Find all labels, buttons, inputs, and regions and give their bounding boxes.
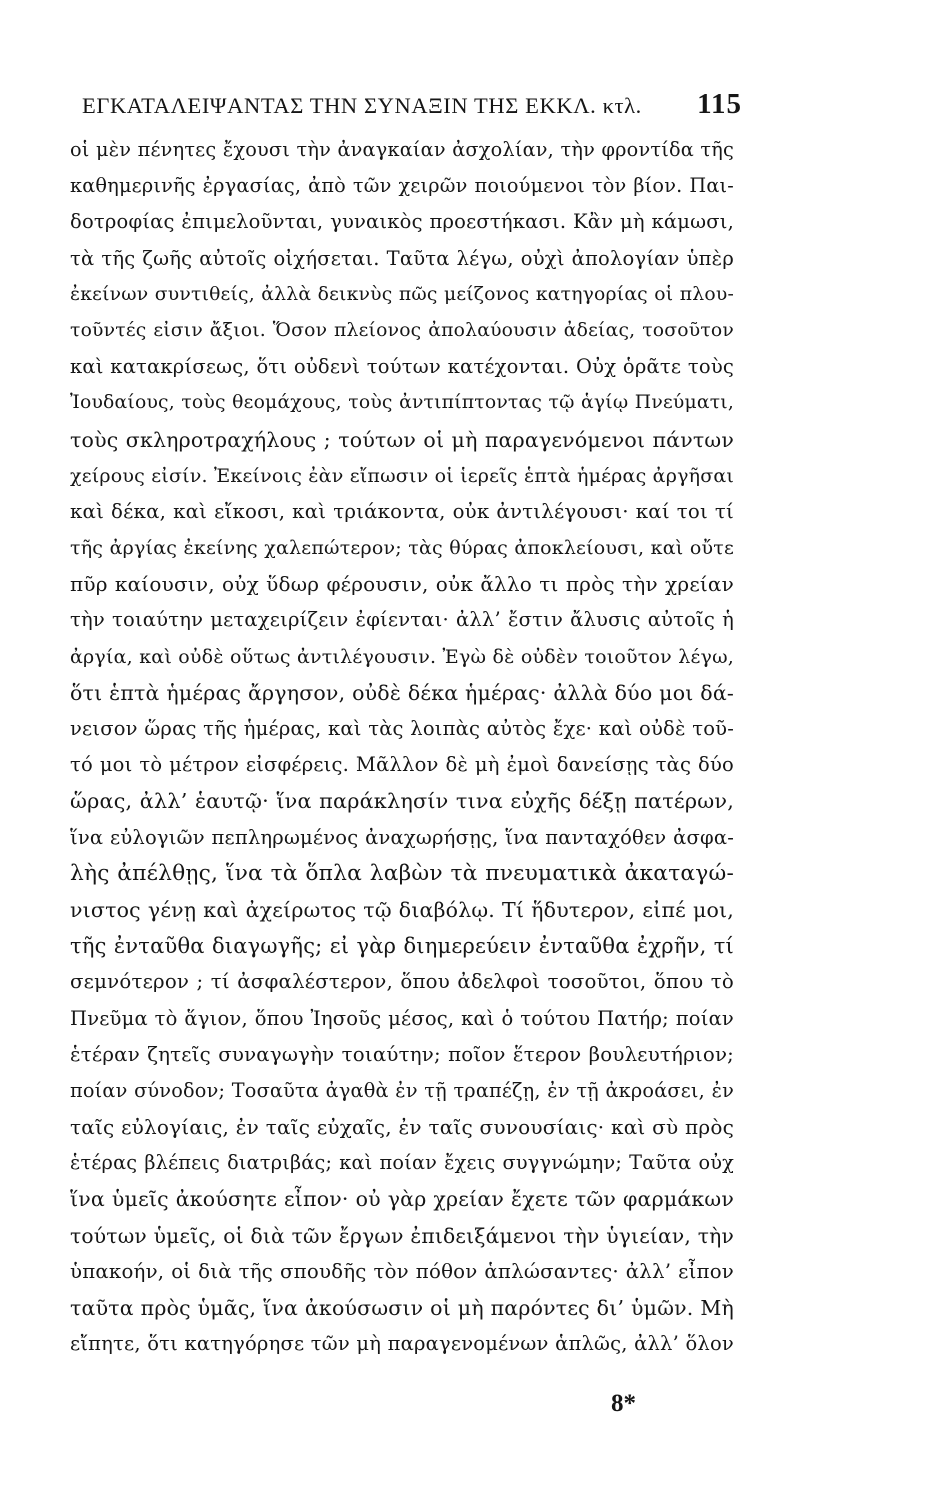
text-line: σεμνότερον ; τί ἀσφαλέστερον, ὅπου ἀδελφοὶ τοσοῦτοι, ὅπου τὸ [70,970,734,994]
text-line: λὴς ἀπέλθῃς, ἵνα τὰ ὅπλα λαβὼν τὰ πνευματικὰ ἀκαταγώ- [70,860,734,886]
text-line: ποίαν σύνοδον; Τοσαῦτα ἀγαθὰ ἐν τῇ τραπέζῃ, ἐν τῇ ἀκροάσει, ἐν [70,1078,734,1102]
running-head [82,88,742,120]
text-line: τοῦντές εἰσιν ἄξιοι. Ὅσον πλείονος ἀπολαύουσιν ἀδείας, τοσοῦτον [70,319,734,341]
text-line: ἵνα ὑμεῖς ἀκούσητε εἶπον· οὐ γὰρ χρείαν ἔχετε τῶν φαρμάκων [70,1187,734,1212]
text-line: καθημερινῆς ἐργασίας, ἀπὸ τῶν χειρῶν ποιούμενοι τὸν βίον. Παι- [70,174,734,198]
text-line: Ἰουδαίους, τοὺς θεομάχους, τοὺς ἀντιπίπτοντας τῷ ἁγίῳ Πνεύματι, [70,392,734,414]
text-line: οἱ μὲν πένητες ἔχουσι τὴν ἀναγκαίαν ἀσχολίαν, τὴν φροντίδα τῆς [70,138,734,161]
text-line: ἑτέρας βλέπεις διατριβάς; καὶ ποίαν ἔχεις συγγνώμην; Ταῦτα οὐχ [70,1151,734,1175]
text-line: ἐκείνων συντιθείς, ἀλλὰ δεικνὺς πῶς μείζονος κατηγορίας οἱ πλου- [70,283,734,305]
text-line: τό μοι τὸ μέτρον εἰσφέρεις. Μᾶλλον δὲ μὴ ἐμοὶ δανείσῃς τὰς δύο [70,753,734,777]
text-line: δοτροφίας ἐπιμελοῦνται, γυναικὸς προεστήκασι. Κἂν μὴ κάμωσι, [70,210,734,234]
text-line: πῦρ καίουσιν, οὐχ ὕδωρ φέρουσιν, οὐκ ἄλλο τι πρὸς τὴν χρείαν [70,572,734,597]
running-title: ΕΓΚΑΤΑΛΕΙΨΑΝΤΑΣ ΤΗΝ ΣΥΝΑΞΙΝ ΤΗΣ ΕΚΚΛ. κτλ. [82,93,642,118]
text-line: καὶ κατακρίσεως, ὅτι οὐδενὶ τούτων κατέχονται. Οὐχ ὁρᾶτε τοὺς [70,355,734,379]
text-line: ὑπακοήν, οἱ διὰ τῆς σπουδῆς τὸν πόθον ἁπλώσαντες· ἀλλ’ εἶπον [70,1259,734,1283]
text-line: τοὺς σκληροτραχήλους ; τούτων οἱ μὴ παραγενόμενοι πάντων [70,427,734,452]
signature-mark: 8* [611,1390,636,1417]
text-line: ἵνα εὐλογιῶν πεπληρωμένος ἀναχωρήσῃς, ἵνα πανταχόθεν ἀσφα- [70,825,734,849]
text-line: ὥρας, ἀλλ’ ἑαυτῷ· ἵνα παράκλησίν τινα εὐχῆς δέξῃ πατέρων, [70,789,734,814]
text-line: Πνεῦμα τὸ ἅγιον, ὅπου Ἰησοῦς μέσος, καὶ ὁ τούτου Πατήρ; ποίαν [70,1006,734,1030]
text-line: ταῦτα πρὸς ὑμᾶς, ἵνα ἀκούσωσιν οἱ μὴ παρόντες δι’ ὑμῶν. Μὴ [70,1296,734,1320]
text-line: ἀργία, καὶ οὐδὲ οὕτως ἀντιλέγουσιν. Ἐγὼ δὲ οὐδὲν τοιοῦτον λέγω, [70,645,734,668]
text-line: νιστος γένῃ καὶ ἀχείρωτος τῷ διαβόλῳ. Τί ἥδυτερον, εἰπέ μοι, [70,897,734,922]
text-line: νεισον ὥρας τῆς ἡμέρας, καὶ τὰς λοιπὰς αὐτὸς ἔχε· καὶ οὐδὲ τοῦ- [70,717,734,740]
text-line: τούτων ὑμεῖς, οἱ διὰ τῶν ἔργων ἐπιδειξάμενοι τὴν ὑγιείαν, τὴν [70,1223,734,1248]
text-line: χείρους εἰσίν. Ἐκείνοις ἐὰν εἴπωσιν οἱ ἱερεῖς ἑπτὰ ἡμέρας ἀργῆσαι [70,464,735,487]
text-line: τῆς ἐνταῦθα διαγωγῆς; εἰ γὰρ διημερεύειν ἐνταῦθα ἐχρῆν, τί [70,934,734,959]
text-line: τὴν τοιαύτην μεταχειρίζειν ἐφίενται· ἀλλ’ ἔστιν ἄλυσις αὐτοῖς ἡ [70,608,734,632]
page-number: 115 [697,88,742,120]
text-line: ἑτέραν ζητεῖς συναγωγὴν τοιαύτην; ποῖον ἕτερον βουλευτήριον; [70,1042,734,1066]
text-line: εἴπητε, ὅτι κατηγόρησε τῶν μὴ παραγενομένων ἁπλῶς, ἀλλ’ ὅλον [70,1332,734,1356]
body-text [70,132,734,1362]
text-line: ταῖς εὐλογίαις, ἐν ταῖς εὐχαῖς, ἐν ταῖς συνουσίαις· καὶ σὺ πρὸς [70,1115,734,1140]
text-line: καὶ δέκα, καὶ εἴκοσι, καὶ τριάκοντα, οὐκ ἀντιλέγουσι· καί τοι τί [70,499,734,523]
text-line: ὅτι ἑπτὰ ἡμέρας ἄργησον, οὐδὲ δέκα ἡμέρας· ἀλλὰ δύο μοι δά- [70,680,734,705]
text-line: τὰ τῆς ζωῆς αὐτοῖς οἰχήσεται. Ταῦτα λέγω, οὐχὶ ἀπολογίαν ὑπὲρ [70,246,734,270]
text-line: τῆς ἀργίας ἐκείνης χαλεπώτερον; τὰς θύρας ἀποκλείουσι, καὶ οὔτε [70,537,734,560]
